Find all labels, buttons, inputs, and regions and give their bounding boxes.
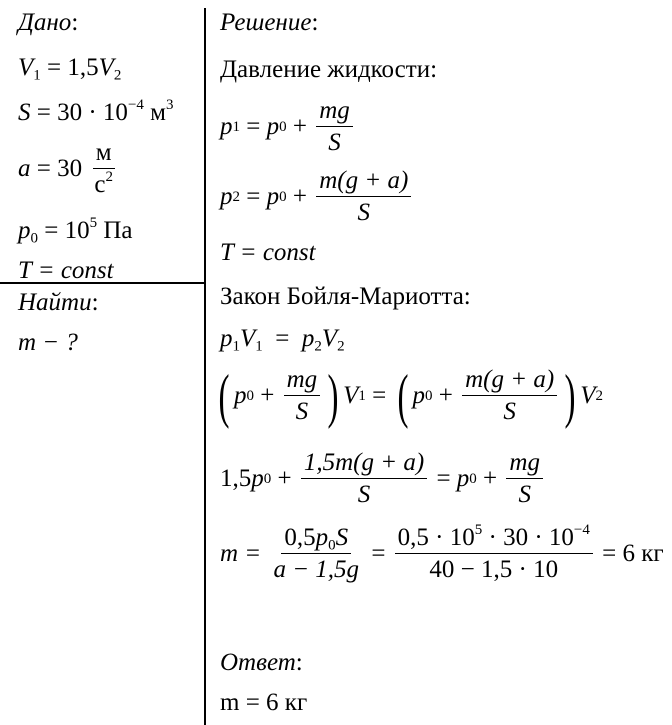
simplified-equation: 1,5 p 0 + $\frac{1,5m(g + a)}{S}$ = p 0 + $\frac{mg}{S}$: [220, 450, 546, 507]
p1-equation: p 1 = p 0 + $\frac{mg}{S}$: [220, 98, 356, 155]
substitution-equation: ( p 0 + $\frac{mg}{S}$ ) V 1 = ( p 0 + $\frac{m(g + a)}{S}$ ) V 2: [218, 362, 603, 429]
given-p0: $p_0 = 10^5$ Па: [18, 214, 133, 247]
solution-heading: Решение:: [220, 9, 319, 36]
p2-equation: p 2 = p 0 + $\frac{m(g + a)}{S}$: [220, 168, 414, 225]
find-heading: Найти:: [18, 289, 99, 316]
given-heading: Дано:: [18, 9, 79, 36]
given-temperature: T = const: [18, 257, 114, 284]
law-label: Закон Бойля-Мариотта:: [220, 283, 471, 310]
boyle-law: $p_1V_1 = p_2V_2$: [220, 325, 345, 355]
answer-value: m = 6 кг: [220, 689, 308, 716]
given-area: $S = 30 \cdot 10^{-4}$ $м^3$: [18, 96, 174, 126]
mass-equation: m = $\frac{0,5p_0S}{a - 1,5g}$ = $\frac{0,5 \cdot 10^5 \cdot 30 \cdot 10^{-4}}{40 - 1,5 \cdot 10}$ = 6 кг: [220, 521, 664, 583]
find-m: m − ?: [18, 329, 78, 356]
given-v1: $V_1 = 1,5V_2$: [18, 54, 122, 84]
pressure-label: Давление жидкости:: [220, 56, 438, 83]
given-acceleration: a = 30 $\frac{м}{c^2}$: [18, 140, 119, 197]
temperature-constant: T = const: [220, 239, 316, 266]
acceleration-unit: $\frac{м}{c^2}$: [94, 139, 113, 198]
vertical-divider: [204, 8, 206, 725]
answer-heading: Ответ:: [220, 649, 303, 676]
